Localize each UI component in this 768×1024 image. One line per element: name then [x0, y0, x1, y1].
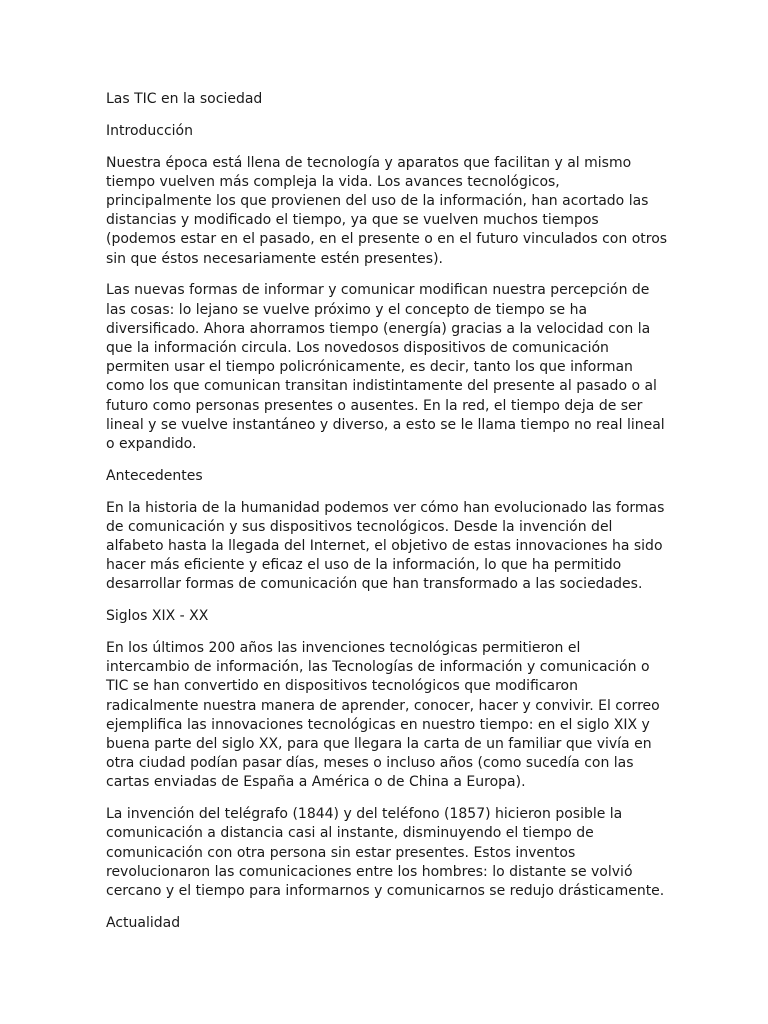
document-page — [106, 90, 676, 946]
paragraph-siglos-1: En los últimos 200 años las invenciones tecnológicas permitieron el intercambio de información, las Tecnologías de información y comunicación o TIC se han convertido en dispositivos tecnológicos que modificaron radicalmente nuestra manera de aprender, conocer, hacer y convivir. El correo ejemplifica las innovaciones tecnológicas en nuestro tiempo: en el siglo XIX y buena parte del siglo XX, para que llegara la carta de un familiar que vivía en otra ciudad podían pasar días, meses o incluso años (como sucedía con las cartas enviadas de España a América o de China a Europa). — [106, 640, 660, 791]
section-heading-introduccion: Introducción — [106, 122, 193, 139]
paragraph-antecedentes-1: En la historia de la humanidad podemos ver cómo han evolucionado las formas de comunicación y sus dispositivos tecnológicos. Desde la invención del alfabeto hasta la llegada del Internet, el objetivo de estas innovaciones ha sido hacer más eficiente y eficaz el uso de la información, lo que ha permitido desarrollar formas de comunicación que han transformado a las sociedades. — [106, 499, 665, 593]
paragraph-intro-2: Las nuevas formas de informar y comunicar modifican nuestra percepción de las cosas: lo lejano se vuelve próximo y el concepto de tiempo se ha diversificado. Ahora ahorramos tiempo (energía) gracias a la velocidad con la que la información circula. Los novedosos dispositivos de comunicación permiten usar el tiempo policrónicamente, es decir, tanto los que informan como los que comunican transitan indistintamente del presente al pasado o al futuro como personas presentes o ausentes. En la red, el tiempo deja de ser lineal y se vuelve instantáneo y diverso, a esto se le llama tiempo no real lineal o expandido. — [106, 282, 665, 453]
section-heading-antecedentes: Antecedentes — [106, 467, 203, 484]
section-heading-siglos: Siglos XIX - XX — [106, 608, 209, 625]
document-title: Las TIC en la sociedad — [106, 91, 263, 107]
section-heading-actualidad: Actualidad — [106, 914, 181, 931]
paragraph-intro-1: Nuestra época está llena de tecnología y aparatos que facilitan y al mismo tiempo vuelven más compleja la vida. Los avances tecnológicos, principalmente los que provienen del uso de la información, han acortado las distancias y modificado el tiempo, ya que se vuelven muchos tiempos (podemos estar en el pasado, en el presente o en el futuro vinculados con otros sin que éstos necesariamente estén presentes). — [106, 154, 668, 267]
paragraph-siglos-2: La invención del telégrafo (1844) y del teléfono (1857) hicieron posible la comunicación a distancia casi al instante, disminuyendo el tiempo de comunicación con otra persona sin estar presentes. Estos inventos revolucionaron las comunicaciones entre los hombres: lo distante se volvió cercano y el tiempo para informarnos y comunicarnos se redujo drásticamente. — [106, 806, 665, 900]
